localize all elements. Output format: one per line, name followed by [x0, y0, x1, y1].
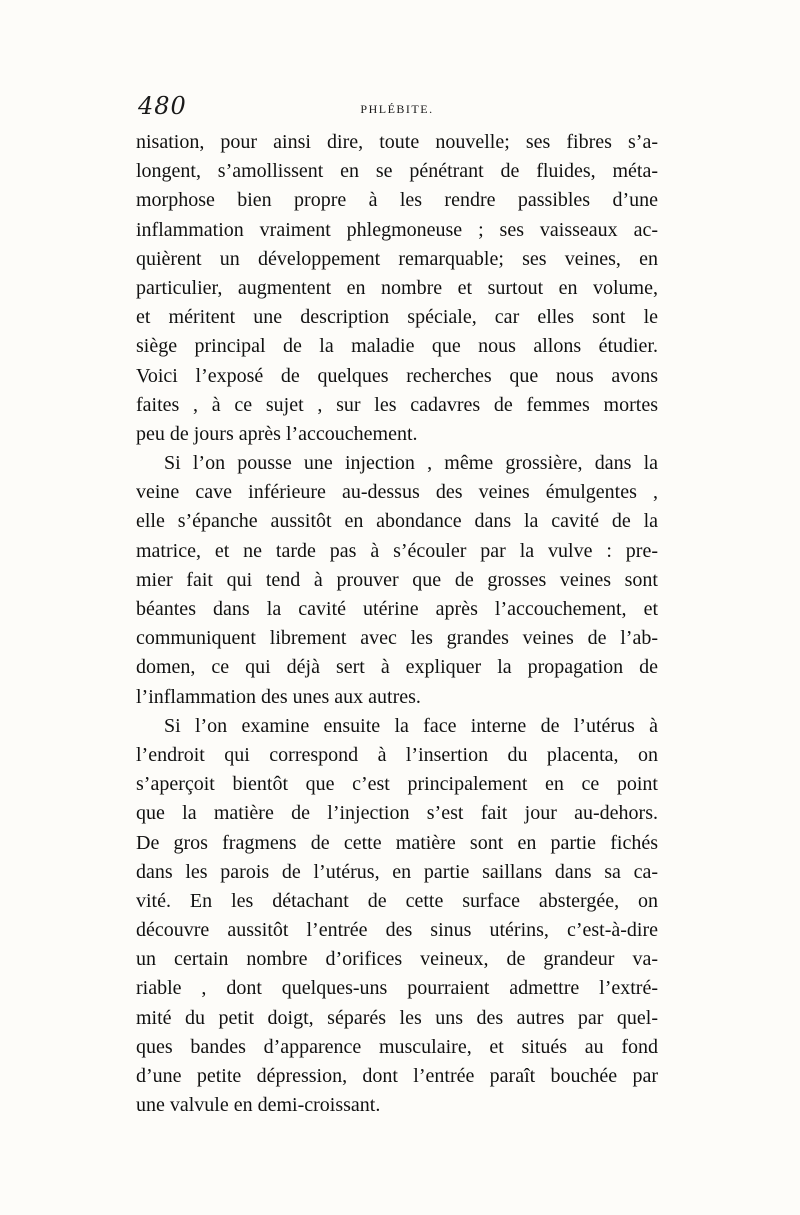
text-line: ques bandes d’apparence musculaire, et situés au fond [136, 1035, 658, 1058]
text-line: domen, ce qui déjà sert à expliquer la propagation de [136, 656, 658, 679]
text-line: l’inflammation des unes aux autres. [136, 685, 421, 708]
text-line: matrice, et ne tarde pas à s’écouler par la vulve : pre- [136, 539, 658, 562]
text-line: vité. En les détachant de cette surface abstergée, on [136, 889, 658, 912]
text-line: veine cave inférieure au-dessus des veines émulgentes , [136, 481, 658, 504]
text-line: un certain nombre d’orifices veineux, de grandeur va- [136, 948, 658, 971]
text-line: siège principal de la maladie que nous allons étudier. [136, 335, 658, 358]
text-line: longent, s’amollissent en se pénétrant de fluides, méta- [136, 160, 658, 183]
body-text [136, 128, 658, 1120]
text-line: et méritent une description spéciale, car elles sont le [136, 306, 658, 329]
text-line: elle s’épanche aussitôt en abondance dans la cavité de la [136, 510, 658, 533]
text-line: faites , à ce sujet , sur les cadavres de femmes mortes [136, 393, 658, 416]
text-line: mier fait qui tend à prouver que de grosses veines sont [136, 568, 658, 591]
text-line: nisation, pour ainsi dire, toute nouvelle; ses fibres s’a- [136, 131, 658, 153]
text-line: d’une petite dépression, dont l’entrée paraît bouchée par [136, 1065, 658, 1087]
text-line: Si l’on examine ensuite la face interne de l’utérus à [164, 714, 658, 737]
text-line: une valvule en demi-croissant. [136, 1094, 381, 1117]
text-line: que la matière de l’injection s’est fait jour au-dehors. [136, 802, 658, 825]
text-line: communiquent librement avec les grandes veines de l’ab- [136, 627, 658, 650]
page-header [136, 88, 658, 128]
text-line: dans les parois de l’utérus, en partie saillans dans sa ca- [136, 860, 658, 883]
text-line: Si l’on pousse une injection , même grossière, dans la [164, 452, 658, 475]
text-line: De gros fragmens de cette matière sont en partie fichés [136, 831, 658, 854]
text-line: peu de jours après l’accouchement. [136, 422, 418, 445]
text-line: l’endroit qui correspond à l’insertion du placenta, on [136, 743, 658, 766]
text-line: quièrent un développement remarquable; ses veines, en [136, 247, 658, 270]
text-line: s’aperçoit bientôt que c’est principalement en ce point [136, 773, 658, 796]
text-line: découvre aussitôt l’entrée des sinus utérins, c’est-à-dire [136, 919, 658, 942]
text-line: inflammation vraiment phlegmoneuse ; ses vaisseaux ac- [136, 218, 658, 241]
running-head: PHLÉBITE. [360, 102, 434, 116]
text-line: béantes dans la cavité utérine après l’accouchement, et [136, 598, 658, 620]
text-line: mité du petit doigt, séparés les uns des autres par quel- [136, 1006, 658, 1029]
text-line: particulier, augmentent en nombre et surtout en volume, [136, 276, 658, 299]
text-line: morphose bien propre à les rendre passibles d’une [136, 189, 658, 212]
page-number: 480 [138, 92, 187, 120]
text-line: Voici l’exposé de quelques recherches que nous avons [136, 364, 658, 387]
text-line: riable , dont quelques-uns pourraient admettre l’extré- [136, 977, 658, 1000]
